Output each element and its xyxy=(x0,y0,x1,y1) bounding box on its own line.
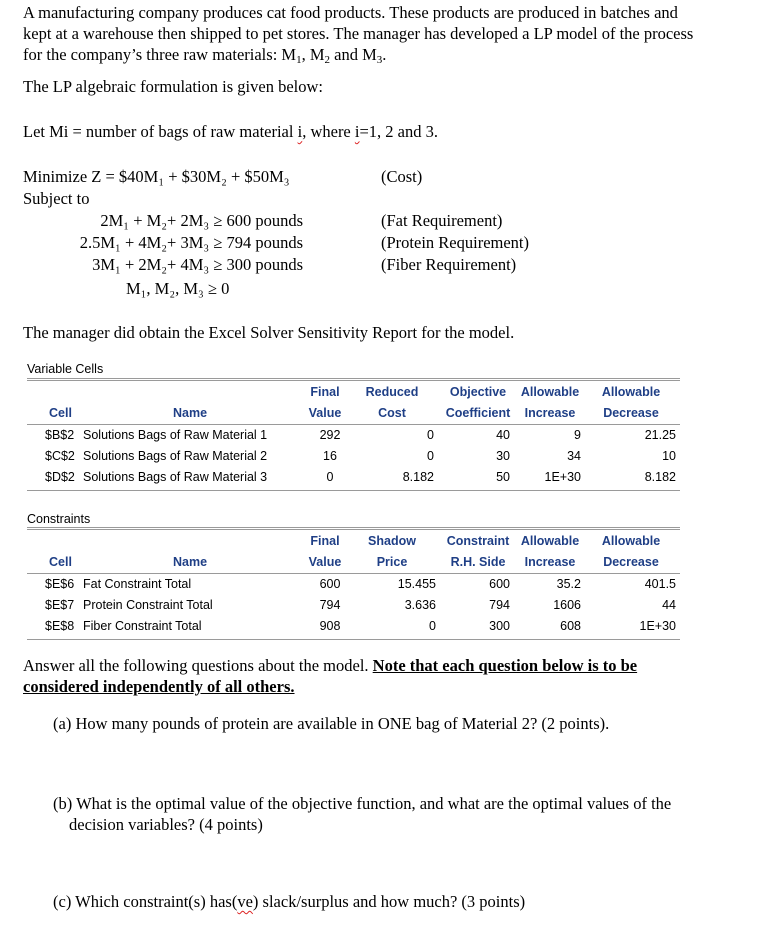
table-rule xyxy=(27,424,680,425)
allowable-decrease: 10 xyxy=(662,449,676,463)
col-header: R.H. Side xyxy=(450,555,506,569)
final-value: 0 xyxy=(326,470,334,484)
col-header: Coefficient xyxy=(445,406,511,420)
allowable-decrease: 1E+30 xyxy=(639,619,676,633)
col-header: Constraint xyxy=(446,534,510,548)
constraint-fiber: 3M₁ + 2M₂+ 4M₃ ≥ 300 pounds xyxy=(92,255,303,274)
instructions-line-1: Answer all the following questions about the model. Note that each question below is to be xyxy=(23,656,638,675)
cell-name: Protein Constraint Total xyxy=(83,598,213,612)
intro-line-3: for the company’s three raw materials: $M_1$, $M_2$ and $M_3$. xyxy=(23,45,387,66)
shadow-price: 3.636 xyxy=(404,598,436,612)
col-header: Name xyxy=(173,406,208,420)
allowable-decrease: 401.5 xyxy=(644,577,676,591)
formulation-intro: The LP algebraic formulation is given below: xyxy=(23,77,323,96)
col-header: Objective xyxy=(449,385,507,399)
col-header: Name xyxy=(173,555,208,569)
constraint-protein: 2.5M₁ + 4M₂+ 3M₃ ≥ 794 pounds xyxy=(79,233,303,252)
table-rule xyxy=(27,527,680,530)
col-header: Cell xyxy=(49,406,72,420)
cell-ref: $B$2 xyxy=(45,428,75,442)
shadow-price: 0 xyxy=(429,619,436,633)
allowable-increase: 34 xyxy=(567,449,581,463)
final-value: 600 xyxy=(319,577,341,591)
col-header: Value xyxy=(308,406,342,420)
cell-name: Solutions Bags of Raw Material 3 xyxy=(83,470,268,484)
allowable-increase: 35.2 xyxy=(556,577,581,591)
col-header: Value xyxy=(308,555,342,569)
col-header: Increase xyxy=(524,555,576,569)
instructions-line-2: considered independently of all others. xyxy=(23,677,295,696)
allowable-increase: 608 xyxy=(560,619,581,633)
cell-ref: $E$6 xyxy=(45,577,75,591)
question-c: (c) Which constraint(s) has(ve) slack/surplus and how much? (3 points) xyxy=(53,892,526,911)
col-header: Allowable xyxy=(520,534,580,548)
reduced-cost: 8.182 xyxy=(402,470,434,484)
constraint-rhs: 300 xyxy=(489,619,510,633)
cell-ref: $D$2 xyxy=(45,470,75,484)
allowable-decrease: 8.182 xyxy=(644,470,676,484)
col-header: Cost xyxy=(378,406,406,420)
col-header: Shadow xyxy=(368,534,416,548)
col-header: Allowable xyxy=(520,385,580,399)
reduced-cost: 0 xyxy=(427,428,434,442)
report-intro: The manager did obtain the Excel Solver Sensitivity Report for the model. xyxy=(23,323,515,342)
final-value: 16 xyxy=(323,449,337,463)
constraint-rhs: 794 xyxy=(489,598,510,612)
variable-definition: Let Mi = number of bags of raw material i, where i=1, 2 and 3. xyxy=(23,122,438,141)
question-b xyxy=(53,793,671,835)
col-header: Reduced xyxy=(365,385,419,399)
objective-coefficient: 30 xyxy=(496,449,510,463)
allowable-decrease: 44 xyxy=(662,598,676,612)
col-header: Increase xyxy=(524,406,576,420)
constraint-protein-note: (Protein Requirement) xyxy=(381,233,530,252)
allowable-decrease: 21.25 xyxy=(644,428,676,442)
question-b-line-2: decision variables? (4 points) xyxy=(69,815,263,834)
cell-name: Solutions Bags of Raw Material 1 xyxy=(83,428,268,442)
table-rule xyxy=(27,573,680,574)
final-value: 908 xyxy=(319,619,341,633)
table-rule xyxy=(27,490,680,491)
col-header: Allowable xyxy=(601,385,661,399)
objective-function: Minimize Z = $40M₁ + $30M₂ + $50M₃ xyxy=(23,167,290,186)
allowable-increase: 1E+30 xyxy=(544,470,581,484)
objective-coefficient: 50 xyxy=(496,470,510,484)
nonnegativity-constraint: M₁, M₂, M₃ ≥ 0 xyxy=(126,279,230,298)
objective-coefficient: 40 xyxy=(496,428,510,442)
shadow-price: 15.455 xyxy=(397,577,436,591)
cell-name: Solutions Bags of Raw Material 2 xyxy=(83,449,268,463)
col-header: Cell xyxy=(49,555,72,569)
instructions xyxy=(23,655,733,697)
constraint-fat-note: (Fat Requirement) xyxy=(381,211,503,230)
cell-name: Fiber Constraint Total xyxy=(83,619,202,633)
question-a: (a) How many pounds of protein are available in ONE bag of Material 2? (2 points). xyxy=(53,714,610,733)
constraint-rhs: 600 xyxy=(489,577,510,591)
col-header: Final xyxy=(310,385,340,399)
variable-cells-title: Variable Cells xyxy=(27,362,104,376)
reduced-cost: 0 xyxy=(427,449,434,463)
allowable-increase: 9 xyxy=(574,428,581,442)
constraint-fat: 2M₁ + M₂+ 2M₃ ≥ 600 pounds xyxy=(100,211,303,230)
question-b-line-1: (b) What is the optimal value of the objective function, and what are the optimal values of the xyxy=(53,794,672,813)
constraint-fiber-note: (Fiber Requirement) xyxy=(381,255,517,274)
cell-ref: $E$8 xyxy=(45,619,75,633)
col-header: Decrease xyxy=(603,406,659,420)
constraints-title: Constraints xyxy=(27,512,91,526)
objective-note: (Cost) xyxy=(381,167,423,186)
intro-paragraph xyxy=(23,2,743,65)
col-header: Final xyxy=(310,534,340,548)
table-rule xyxy=(27,378,680,381)
cell-name: Fat Constraint Total xyxy=(83,577,192,591)
cell-ref: $C$2 xyxy=(45,449,75,463)
col-header: Price xyxy=(376,555,408,569)
intro-line-2: kept at a warehouse then shipped to pet stores. The manager has developed a LP model of the process xyxy=(23,24,694,43)
table-rule xyxy=(27,639,680,640)
subject-to-label: Subject to xyxy=(23,189,90,208)
col-header: Decrease xyxy=(603,555,659,569)
final-value: 292 xyxy=(319,428,341,442)
final-value: 794 xyxy=(319,598,341,612)
col-header: Allowable xyxy=(601,534,661,548)
intro-line-1: A manufacturing company produces cat food products. These products are produced in batches and xyxy=(23,3,678,22)
allowable-increase: 1606 xyxy=(553,598,581,612)
cell-ref: $E$7 xyxy=(45,598,75,612)
